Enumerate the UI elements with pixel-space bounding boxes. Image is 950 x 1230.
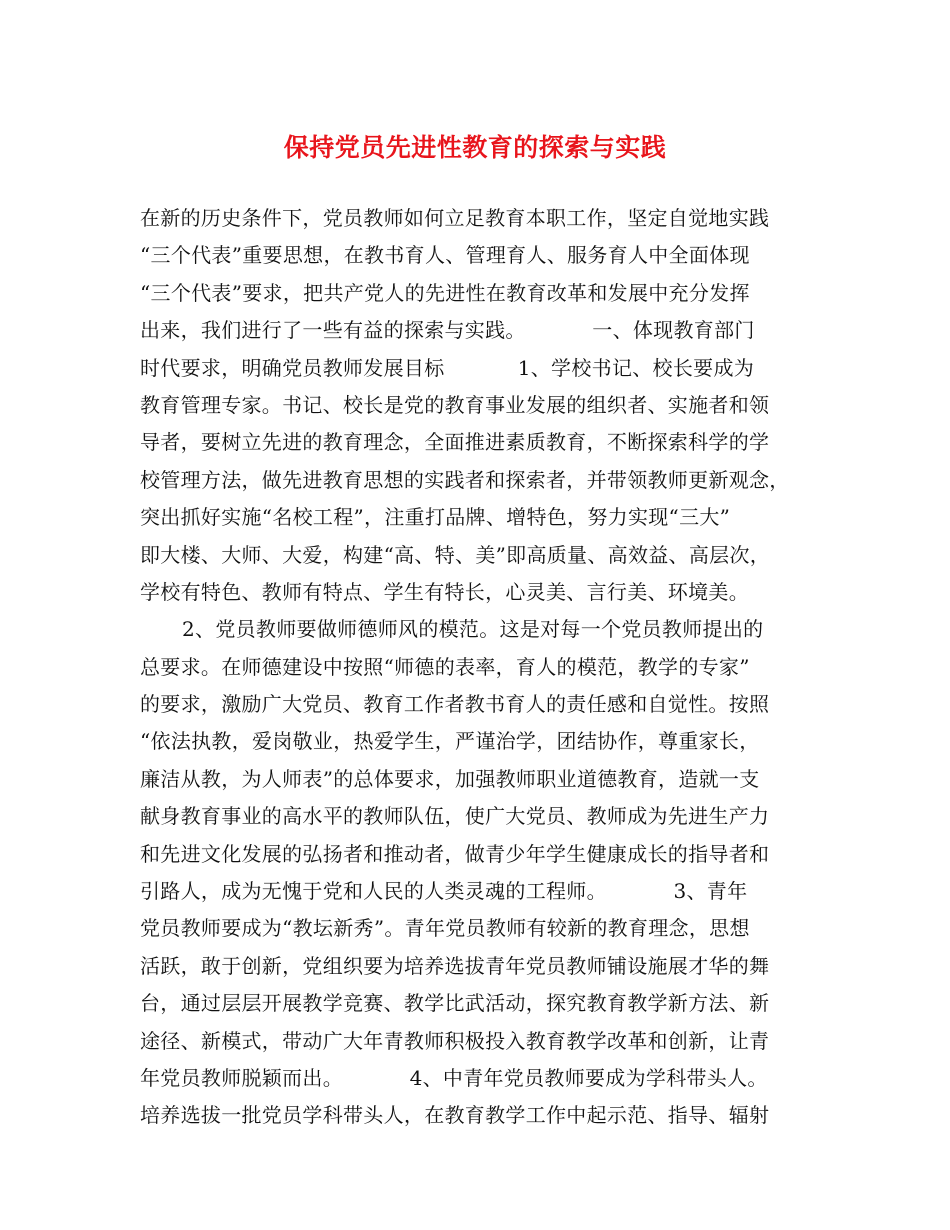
text-line: 的要求，激励广大党员、教育工作者教书育人的责任感和自觉性。按照 [140, 692, 770, 717]
text-line: 引路人，成为无愧于党和人民的人类灵魂的工程师。 3、青年 [140, 879, 748, 904]
document-body [140, 200, 830, 1135]
text-line-indented: 2、党员教师要做师德师风的模范。这是对每一个党员教师提出的 [182, 617, 764, 642]
text-line: 教育管理专家。书记、校长是党的教育事业发展的组织者、实施者和领 [140, 392, 770, 417]
text-line: 总要求。在师德建设中按照“师德的表率，育人的模范，教学的专家” [140, 654, 750, 679]
text-line: 突出抓好实施“名校工程”，注重打品牌、增特色，努力实现“三大” [140, 505, 731, 530]
text-line: 和先进文化发展的弘扬者和推动者，做青少年学生健康成长的指导者和 [140, 841, 770, 866]
text-line: 培养选拔一批党员学科带头人，在教育教学工作中起示范、指导、辐射 [140, 1103, 770, 1128]
text-line: 台，通过层层开展教学竞赛、教学比武活动，探究教育教学新方法、新 [140, 991, 770, 1016]
text-line: 校管理方法，做先进教育思想的实践者和探索者，并带领教师更新观念， [140, 467, 790, 492]
text-line: “三个代表”重要思想，在教书育人、管理育人、服务育人中全面体现 [140, 243, 750, 268]
text-line: 出来，我们进行了一些有益的探索与实践。 一、体现教育部门 [140, 318, 755, 343]
document-title: 保持党员先进性教育的探索与实践 [283, 133, 667, 162]
text-line: 即大楼、大师、大爱，构建“高、特、美”即高质量、高效益、高层次， [140, 542, 771, 567]
text-line: 在新的历史条件下，党员教师如何立足教育本职工作，坚定自觉地实践 [140, 206, 770, 230]
text-line: “依法执教，爱岗敬业，热爱学生，严谨治学，团结协作，尊重家长， [140, 729, 760, 754]
text-line: 年党员教师脱颖而出。 4、中青年党员教师要成为学科带头人。 [140, 1065, 768, 1090]
text-line: “三个代表”要求，把共产党人的先进性在教育改革和发展中充分发挥 [140, 280, 750, 305]
text-line: 献身教育事业的高水平的教师队伍，使广大党员、教师成为先进生产力 [140, 804, 770, 829]
text-line: 党员教师要成为“教坛新秀”。青年党员教师有较新的教育理念，思想 [140, 916, 750, 941]
text-line: 学校有特色、教师有特点、学生有特长，心灵美、言行美、环境美。 [140, 579, 749, 604]
text-line: 时代要求，明确党员教师发展目标 1、学校书记、校长要成为 [140, 355, 755, 380]
text-line: 途径、新模式，带动广大年青教师积极投入教育教学改革和创新，让青 [140, 1028, 770, 1053]
text-line: 导者，要树立先进的教育理念，全面推进素质教育，不断探索科学的学 [140, 430, 770, 455]
text-line: 廉洁从教，为人师表”的总体要求，加强教师职业道德教育，造就一支 [140, 766, 760, 791]
text-line: 活跃，敢于创新，党组织要为培养选拔青年党员教师铺设施展才华的舞 [140, 953, 770, 978]
